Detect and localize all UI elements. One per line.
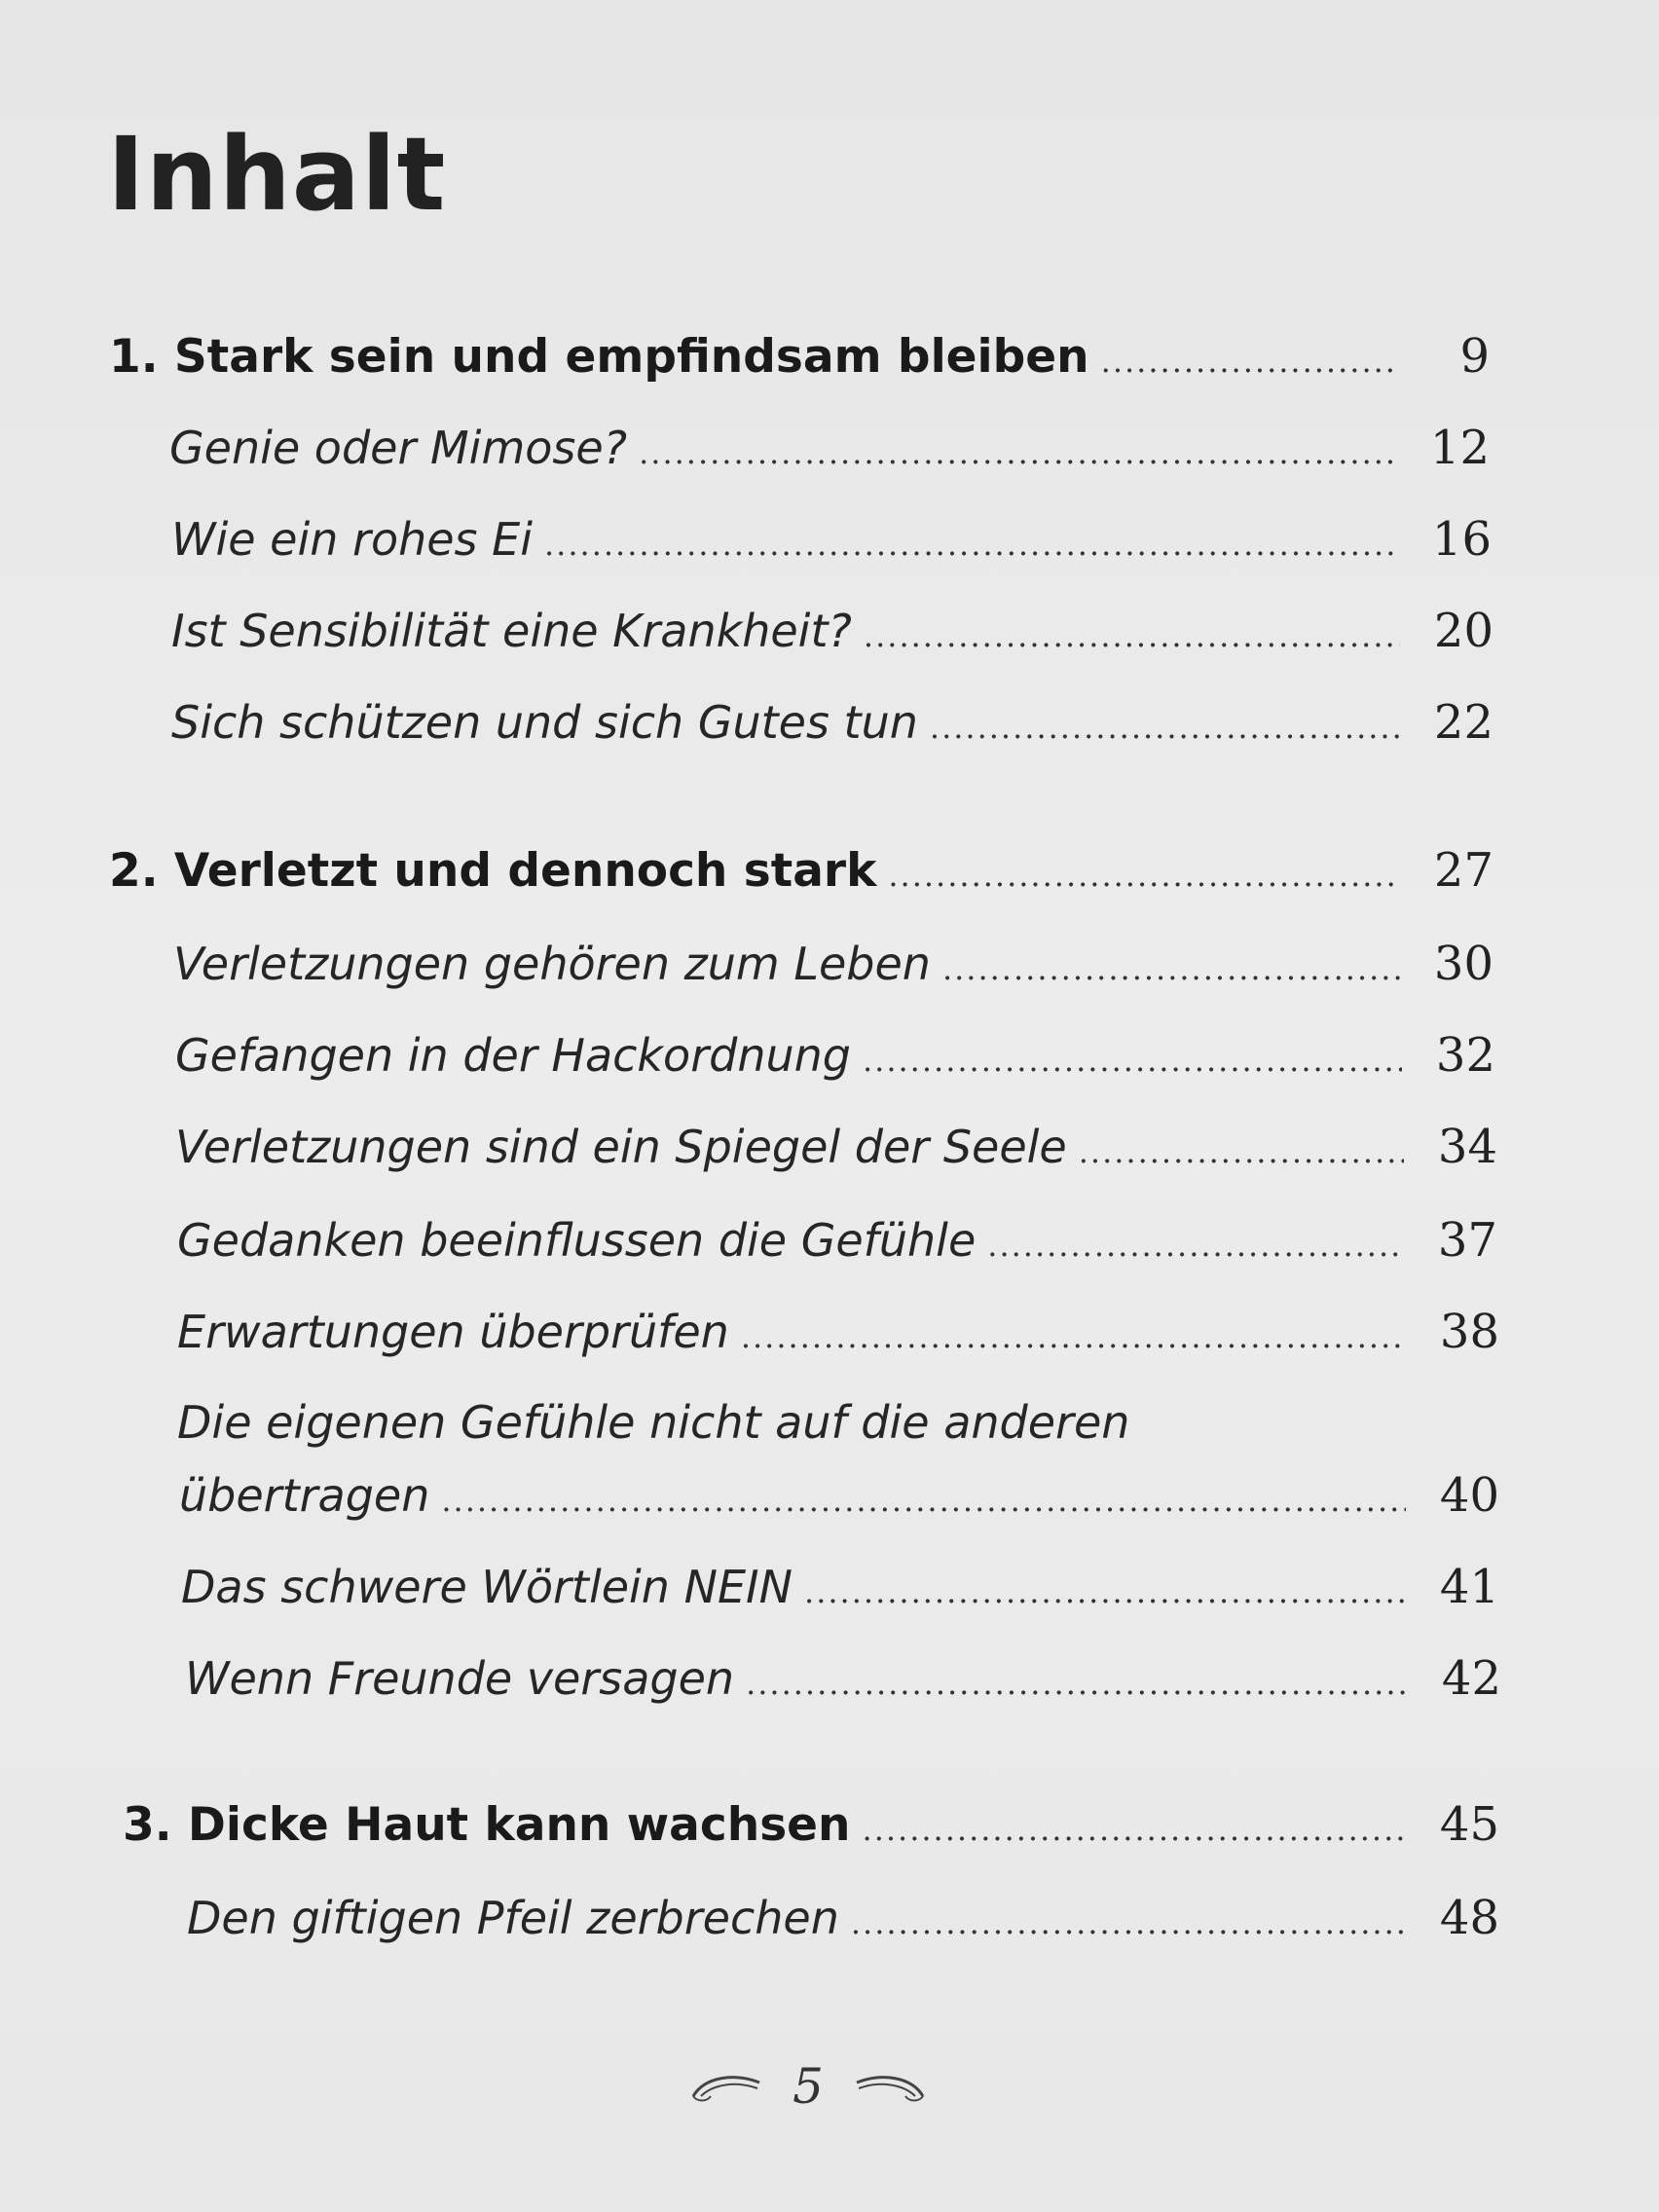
toc-entry-label-line1: Die eigenen Gefühle nicht auf die anderen [177, 1396, 1130, 1449]
leader-dots [746, 1665, 1408, 1702]
leader-dots [639, 434, 1396, 471]
leader-dots [863, 1811, 1406, 1848]
toc-entry-label: 3. Dicke Haut kann wachsen [123, 1798, 851, 1852]
toc-entry-label: Verletzungen gehören zum Leben [173, 938, 931, 990]
leader-dots [942, 950, 1400, 987]
toc-entry-label: Das schwere Wörtlein NEIN [181, 1561, 793, 1613]
toc-page-number: 32 [1435, 1028, 1495, 1083]
page-footer [682, 2052, 935, 2120]
toc-entry-label: 2. Verletzt und dennoch stark [109, 844, 877, 898]
toc-entry [175, 1028, 1495, 1083]
page-number: 5 [793, 2058, 824, 2115]
toc-entry [177, 1213, 1497, 1268]
flourish-left-icon [687, 2067, 765, 2106]
toc-entry-label: Gedanken beeinflussen die Gefühle [177, 1214, 977, 1267]
toc-page-number: 30 [1433, 937, 1493, 991]
toc-entry [171, 512, 1492, 567]
toc-entry-label: Wenn Freunde versagen [185, 1652, 735, 1705]
toc-page-number: 40 [1439, 1468, 1499, 1523]
leader-dots [888, 857, 1400, 894]
leader-dots [851, 1904, 1406, 1941]
toc-page-number: 9 [1459, 329, 1490, 384]
toc-entry-label: Den giftigen Pfeil zerbrechen [187, 1892, 839, 1944]
toc-entry-label: Gefangen in der Hackordnung [175, 1029, 851, 1082]
toc-page-number: 12 [1429, 421, 1490, 475]
toc-page-number: 16 [1431, 512, 1492, 567]
toc-entry [175, 1120, 1497, 1174]
toc-page-number: 37 [1437, 1213, 1497, 1268]
leader-dots [1101, 343, 1396, 380]
leader-dots [804, 1573, 1406, 1610]
toc-entry [185, 1651, 1501, 1706]
toc-entry-label: Wie ein rohes Ei [171, 513, 533, 566]
toc-entry-multiline [177, 1396, 1499, 1449]
toc-page-number: 41 [1439, 1560, 1499, 1614]
toc-page-number: 34 [1437, 1120, 1497, 1174]
toc-chapter-1 [109, 329, 1490, 384]
page-title: Inhalt [107, 115, 447, 234]
toc-entry [187, 1891, 1499, 1945]
toc-entry [181, 1560, 1499, 1614]
toc-entry-multiline-end [179, 1468, 1499, 1523]
toc-entry [177, 1305, 1499, 1359]
leader-dots [863, 1042, 1402, 1079]
leader-dots [741, 1318, 1406, 1355]
leader-dots [1079, 1133, 1404, 1170]
toc-entry-label-line2: übertragen [179, 1469, 430, 1522]
flourish-right-icon [851, 2067, 929, 2106]
toc-page-number: 45 [1439, 1797, 1499, 1852]
toc-page-number: 48 [1439, 1891, 1499, 1945]
toc-entry [173, 937, 1493, 991]
toc-chapter-3 [123, 1797, 1499, 1852]
toc-page-number: 38 [1439, 1305, 1499, 1359]
toc-entry [171, 695, 1493, 750]
leader-dots [544, 526, 1398, 563]
toc-entry-label: Sich schützen und sich Gutes tun [171, 696, 918, 749]
leader-dots [987, 1227, 1404, 1264]
leader-dots [441, 1482, 1406, 1519]
toc-entry [171, 604, 1493, 658]
leader-dots [930, 709, 1400, 746]
toc-entry-label: Verletzungen sind ein Spiegel der Seele [175, 1121, 1067, 1173]
toc-page-number: 22 [1433, 695, 1493, 750]
toc-entry-label: Genie oder Mimose? [169, 422, 628, 474]
toc-entry-label: Erwartungen überprüfen [177, 1306, 729, 1358]
leader-dots [864, 617, 1400, 654]
toc-entry-label: 1. Stark sein und empfindsam bleiben [109, 330, 1089, 384]
toc-page-number: 42 [1441, 1651, 1501, 1706]
toc-page-number: 27 [1433, 843, 1493, 898]
toc-chapter-2 [109, 843, 1493, 898]
toc-entry [169, 421, 1490, 475]
toc-page-number: 20 [1433, 604, 1493, 658]
toc-entry-label: Ist Sensibilität eine Krankheit? [171, 605, 852, 657]
